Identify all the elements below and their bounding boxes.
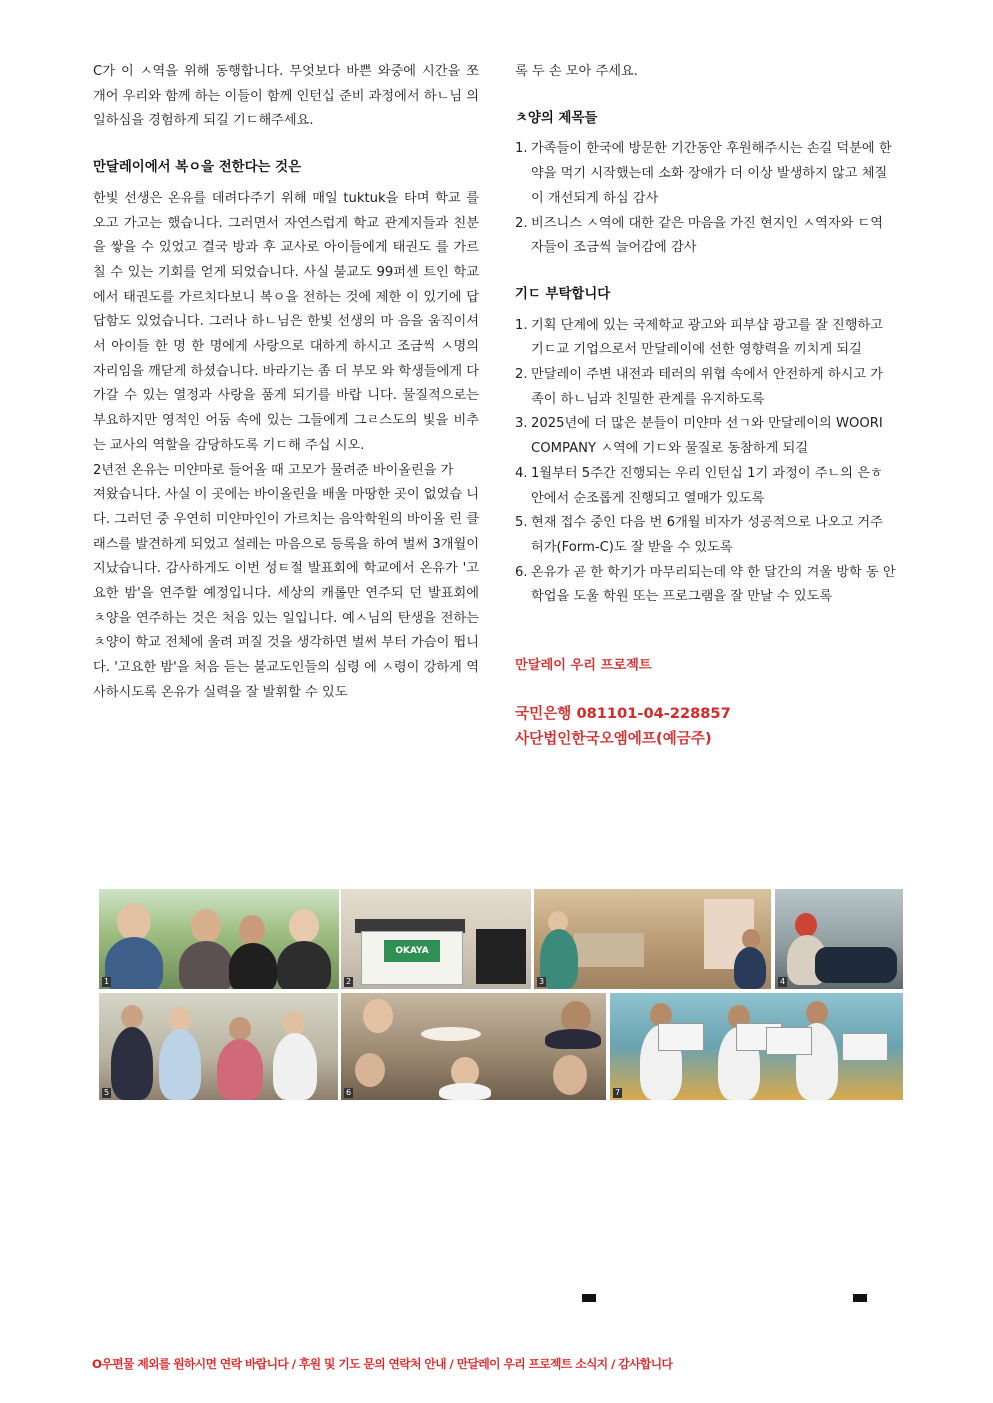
list-number: 2.	[515, 367, 528, 383]
list-text: 만달레이 주변 내전과 테러의 위협 속에서 안전하게 하시고 가 족이 하ㄴ님과 친밀한 관계를 유지하도록	[531, 367, 884, 407]
body-paragraph-violin: 져왔습니다. 사실 이 곳에는 바이올린을 배울 마땅한 곳이 없었습 니다. 그러던 중 우연히 미얀마인이 가르치는 음악학원의 바이올 린 클래스를 발견하게 되었고 설레는 마음으로 등록을 하여 벌써 3개월이 지났습니다. 감사하게도 이번 성ㅌ절 발표회에 학교에서 온유가 '고요한 밤'을 연주할 예정입니다. 세상의 캐롤만 연주되 던 발표회에 ㅊ양을 연주하는 것은 처음 있는 일입니다. 예ㅅ님의 탄생을 전하는 ㅊ양이 학교 전체에 울려 퍼질 것을 생각하면 벌써 부터 가슴이 뜁니다. '고요한 밤'을 처음 듣는 불교도인들의 심령 에 ㅅ령이 강하게 역사하시도록 온유가 실력을 잘 발휘할 수 있도	[93, 487, 479, 700]
list-number: 5.	[515, 515, 528, 531]
photo-number: 3	[539, 977, 545, 986]
battery-label: OKAYA	[384, 940, 440, 962]
list-item	[515, 561, 899, 610]
left-column	[93, 60, 479, 706]
photo-battery	[341, 889, 531, 989]
list-number: 2.	[515, 215, 528, 231]
bank-account: 국민은행 081101-04-228857	[515, 704, 731, 722]
photo-number: 5	[104, 1088, 110, 1097]
list-item	[515, 462, 899, 511]
photo-students-certificates	[610, 993, 903, 1100]
thanks-list	[515, 137, 899, 261]
photo-number: 2	[346, 977, 352, 986]
photo-number: 6	[346, 1088, 352, 1097]
list-item	[515, 212, 899, 261]
right-column	[515, 60, 899, 751]
section-title: 만달레이에서 복ㅇ을 전한다는 것은	[93, 160, 302, 176]
page-marker	[853, 1294, 867, 1302]
list-item	[515, 314, 899, 363]
body-paragraph-teacher: 한빛 선생은 온유를 데려다주기 위해 매일 tuktuk을 타며 학교 를 오고 가고는 했습니다. 그러면서 자연스럽게 학교 관계지들과 친분을 쌓을 수 있었고 결국 방과 후 교사로 아이들에게 태권도 를 가르칠 수 있는 기회를 얻게 되었습니다. 사실 불교도 99퍼센 트인 학교에서 태권도를 가르치다보니 복ㅇ을 전하는 것에 제한 이 있기에 답답함도 있었습니다. 그러나 하ㄴ님은 한빛 선생의 마 음을 움직이셔서 아이들 한 명 한 명에게 사랑으로 대하게 하시고 조금씩 ㅅ명의 자리임을 깨닫게 하셨습니다. 바라기는 좀 더 부모 와 학생들에게 다가갈 수 있는 열정과 사랑을 품게 되기를 바랍 니다. 물질적으로는 부요하지만 영적인 어둠 속에 있는 그들에게 그ㄹ스도의 빛을 비추는 교사의 역할을 감당하도록 기ㄷ해 주십 시오.	[93, 190, 479, 453]
continued-line: 록 두 손 모아 주세요.	[515, 64, 638, 79]
list-number: 6.	[515, 564, 528, 580]
list-number: 3.	[515, 416, 528, 432]
intro-paragraph: C가 이 ㅅ역을 위해 동행합니다. 무엇보다 바쁜 와중에 시간을 쪼 개어 우리와 함께 하는 이들이 함께 인턴십 준비 과정에서 하ㄴ님 의 일하심을 경험하게 되길 기ㄷ해주세요.	[93, 64, 479, 129]
project-name: 만달레이 우리 프로젝트	[515, 658, 652, 674]
list-item	[515, 511, 899, 560]
list-number: 4.	[515, 465, 528, 481]
footer-text: O우편물 제외를 원하시면 연락 바랍니다 / 후원 및 기도 문의 연락처 안내 / 만달레이 우리 프로젝트 소식지 / 감사합니다	[92, 1357, 673, 1371]
list-text: 온유가 곧 한 학기가 마무리되는데 약 한 달간의 겨울 방학 동 안 학업을 도울 학원 또는 프로그램을 잘 만날 수 있도록	[531, 564, 896, 605]
photo-gift-exchange	[99, 993, 338, 1100]
photo-collage	[99, 889, 903, 1100]
list-text: 기획 단계에 있는 국제학교 광고와 피부샵 광고를 잘 진행하고 기ㄷ교 기업으로서 만달레이에 선한 영향력을 끼치게 되길	[531, 317, 884, 358]
account-holder: 사단법인한국오엠에프(예금주)	[515, 729, 712, 747]
body-paragraph-violin-start: 2년전 온유는 미얀마로 들어올 때 고모가 물려준 바이올린을 가	[93, 462, 454, 478]
photo-motorbike	[775, 889, 903, 989]
list-text: 가족들이 한국에 방문한 기간동안 후원해주시는 손길 덕분에 한약을 먹기 시작했는데 소화 장애가 더 이상 발생하지 않고 체질이 개선되게 하심 감사	[531, 141, 892, 206]
photo-group-selfie	[99, 889, 339, 989]
photo-cafe-meeting	[341, 993, 606, 1100]
list-text: 2025년에 더 많은 분들이 미얀마 선ㄱ와 만달레이의 WOORI COMPANY ㅅ역에 기ㄷ와 물질로 동참하게 되길	[531, 416, 883, 457]
thanks-title: ㅊ양의 제목들	[515, 110, 598, 126]
list-text: 비즈니스 ㅅ역에 대한 같은 마음을 가진 현지인 ㅅ역자와 ㄷ역 자들이 조금씩 늘어감에 감사	[531, 215, 884, 256]
prayer-title: 기ㄷ 부탁합니다	[515, 286, 611, 302]
prayer-list	[515, 314, 899, 610]
page-marker	[582, 1294, 596, 1302]
list-item	[515, 363, 899, 412]
list-item	[515, 137, 899, 211]
list-text: 현재 접수 중인 다음 번 6개월 비자가 성공적으로 나오고 거주 허가(Form-C)도 잘 받을 수 있도록	[531, 515, 883, 555]
photo-number: 4	[780, 977, 786, 986]
photo-room	[534, 889, 771, 989]
photo-number: 1	[104, 977, 110, 986]
list-number: 1.	[515, 141, 528, 157]
list-number: 1.	[515, 317, 528, 333]
photo-number: 7	[615, 1088, 621, 1097]
list-text: 1월부터 5주간 진행되는 우리 인턴십 1기 과정이 주ㄴ의 은ㅎ 안에서 순조롭게 진행되고 열매가 있도록	[531, 465, 883, 506]
list-item	[515, 412, 899, 461]
